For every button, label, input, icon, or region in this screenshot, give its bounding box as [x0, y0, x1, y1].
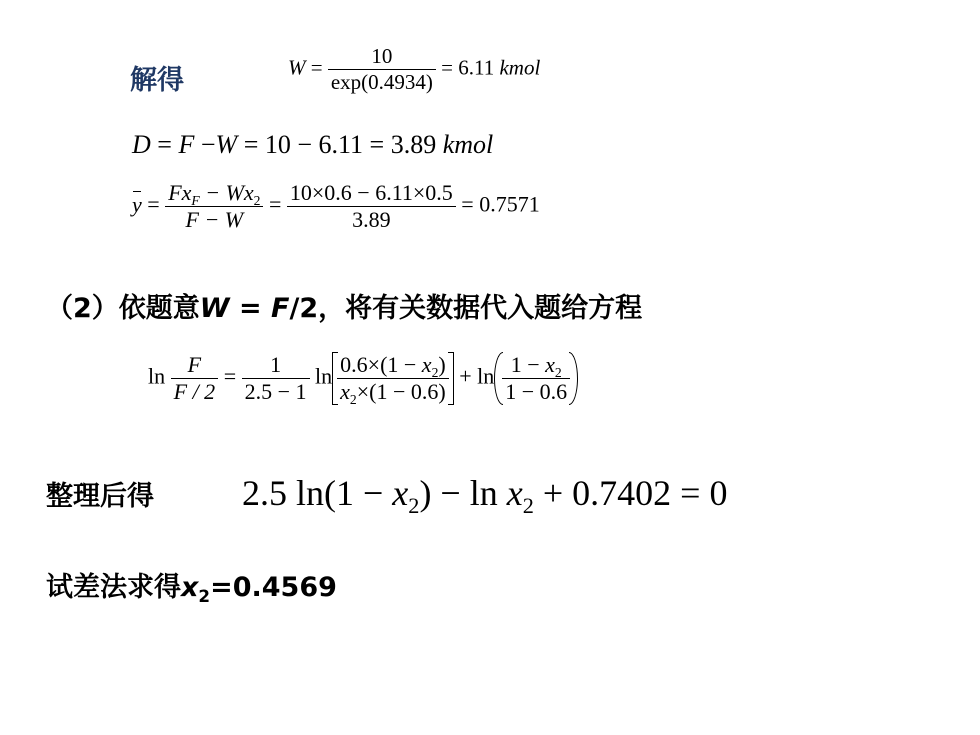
eq-y-num1	[165, 180, 263, 206]
eq-y-eq2: =	[268, 191, 282, 217]
result-sub: 2	[198, 585, 211, 606]
heading-part-2-prefix: （2）依题意	[46, 293, 200, 324]
eq-w-lhs: W	[288, 55, 306, 80]
result-x: x	[181, 572, 199, 603]
eq-ln-den4: 1 − 0.6	[502, 378, 570, 405]
heading-part-2-suffix: /2，将有关数据代入题给方程	[289, 293, 643, 324]
eq-d-D: D	[132, 130, 151, 159]
eq-d-rhs: = 10 − 6.11 = 3.89	[243, 130, 437, 159]
eq-y-value: 0.7571	[479, 191, 540, 217]
eq-ln-fraction-2	[242, 352, 310, 405]
equation-w	[288, 44, 540, 95]
eq-ln-num2: 1	[270, 352, 282, 377]
eq-y-lhs: y	[132, 191, 142, 217]
eq-d-eq: =	[157, 130, 172, 159]
eq-ln-ln2: ln	[315, 363, 333, 389]
eq-final-sub2: 2	[522, 492, 534, 518]
eq-d-minus: −	[200, 130, 216, 159]
eq-ln-den1: F / 2	[171, 378, 219, 405]
eq-ln-num3	[337, 352, 449, 378]
eq-final-x: x	[392, 473, 409, 513]
eq-w-numerator: 10	[371, 44, 393, 68]
eq-w-value: 6.11	[458, 55, 495, 80]
eq-ln-den3	[337, 378, 449, 405]
result-line	[46, 565, 337, 604]
eq-y-num1-sub2: 2	[253, 192, 261, 208]
result-prefix: 试差法求得	[46, 572, 181, 603]
eq-y-num1-b: − Wx	[205, 180, 254, 205]
eq-ln-num4-x: x	[545, 352, 555, 377]
heading-simplify: 整理后得	[46, 481, 154, 512]
eq-y-den2: 3.89	[287, 206, 456, 233]
eq-final-sub: 2	[408, 492, 420, 518]
eq-final-b: ) − ln	[419, 473, 507, 513]
eq-ln-fraction-1	[171, 352, 219, 405]
eq-y-num1-sub: F	[191, 192, 200, 208]
equation-final	[242, 472, 728, 518]
eq-y-fraction-2	[287, 180, 456, 233]
eq-y-num2: 10×0.6 − 6.11×0.5	[289, 180, 453, 205]
equation-d	[132, 130, 493, 160]
eq-w-eq: =	[310, 55, 323, 80]
eq-ln-fraction-3	[337, 352, 449, 405]
eq-y-eq3: =	[461, 191, 474, 217]
eq-ln-eq: =	[223, 363, 237, 389]
heading-part-2-f: F	[271, 293, 290, 324]
eq-ln-den3-b: ×(1 − 0.6)	[356, 379, 446, 404]
heading-solve: 解得	[130, 65, 184, 96]
equation-ln	[148, 352, 578, 405]
eq-d-unit: kmol	[442, 130, 494, 159]
eq-final-x2: x	[506, 473, 523, 513]
eq-y-eq: =	[147, 191, 160, 217]
eq-ln-num3-b: )	[438, 352, 446, 377]
heading-part-2-w: W	[199, 293, 230, 324]
square-bracket	[332, 352, 454, 405]
eq-ln-den2: 2.5 − 1	[242, 378, 310, 405]
eq-w-denominator: exp(0.4934)	[328, 69, 436, 95]
eq-ln-num4-sub: 2	[554, 364, 562, 380]
eq-ln-num4	[502, 352, 570, 378]
eq-ln-plus: + ln	[459, 363, 495, 389]
eq-ln-ln1: ln	[148, 363, 166, 389]
eq-final-a: 2.5 ln(1 −	[242, 473, 393, 513]
eq-y-fraction-1	[165, 180, 263, 233]
eq-w-eq2: =	[441, 55, 453, 80]
eq-ln-num3-x: x	[421, 352, 432, 377]
eq-ln-num4-a: 1 −	[510, 352, 546, 377]
eq-ln-den3-x: x	[340, 379, 350, 404]
eq-y-den1: F − W	[165, 206, 263, 233]
round-bracket	[494, 352, 578, 405]
eq-ln-den3-sub: 2	[349, 391, 357, 407]
eq-d-F: F	[178, 130, 195, 159]
eq-w-fraction	[328, 44, 436, 95]
equation-y	[132, 180, 540, 233]
heading-part-2	[46, 286, 642, 325]
eq-d-W: W	[215, 130, 238, 159]
eq-final-c: + 0.7402 = 0	[533, 473, 728, 513]
eq-ln-num3-a: 0.6×(1 −	[340, 352, 422, 377]
eq-ln-num1: F	[187, 352, 202, 377]
eq-y-num1-a: Fx	[168, 180, 192, 205]
eq-ln-fraction-4	[502, 352, 570, 405]
eq-ln-num3-sub: 2	[431, 364, 439, 380]
eq-w-unit: kmol	[499, 55, 541, 80]
heading-part-2-eq: =	[229, 293, 272, 324]
result-suffix: =0.4569	[210, 572, 337, 603]
